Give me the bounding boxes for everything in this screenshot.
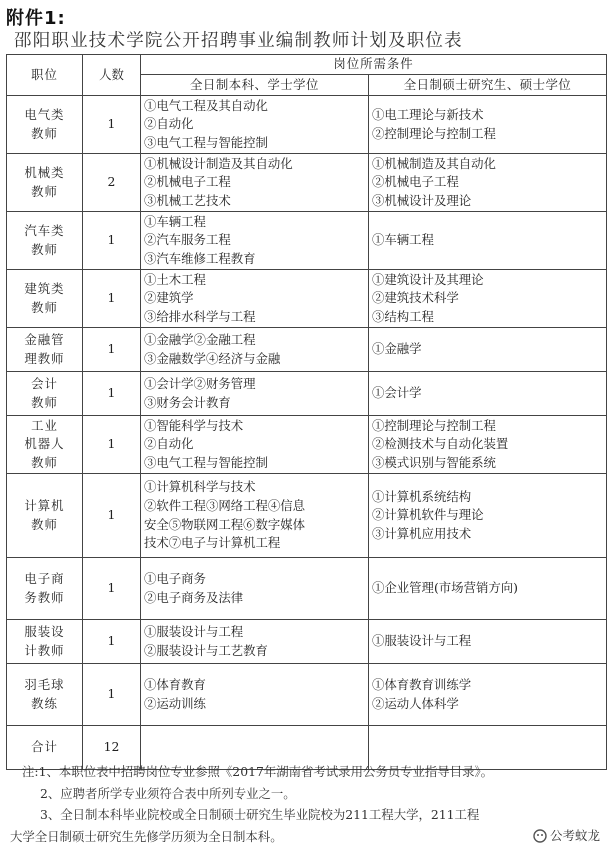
major-item: ③金融数学④经济与金融 <box>144 350 281 366</box>
master-majors-cell <box>369 328 607 372</box>
bachelor-majors-cell <box>141 212 369 270</box>
bachelor-majors-cell <box>141 474 369 558</box>
position-cell <box>7 474 83 558</box>
major-item: ③模式识别与智能系统 <box>372 454 496 470</box>
major-item: ②电子商务及法律 <box>144 589 244 605</box>
note-1: 注:1、本职位表中招聘岗位专业参照《2017年湖南省考试录用公务员专业指导目录》。 <box>22 764 494 779</box>
count-cell: 1 <box>83 96 141 154</box>
major-item: ②机械电子工程 <box>144 174 231 190</box>
major-item: ②运动训练 <box>144 695 206 711</box>
position-line: 理教师 <box>24 350 65 366</box>
major-item: ③财务会计教育 <box>144 394 231 410</box>
major-item: ①计算机系统结构 <box>372 488 472 504</box>
major-item: ①电工理论与新技术 <box>372 106 484 122</box>
major-item: ③结构工程 <box>372 308 434 324</box>
bachelor-majors-cell <box>141 620 369 664</box>
position-cell <box>7 664 83 726</box>
header-bachelor: 全日制本科、学士学位 <box>141 75 369 96</box>
major-item: ①智能科学与技术 <box>144 417 244 433</box>
bachelor-majors-cell <box>141 328 369 372</box>
table-row <box>7 372 607 416</box>
master-majors-cell <box>369 270 607 328</box>
bachelor-majors-cell <box>141 270 369 328</box>
header-count: 人数 <box>83 55 141 96</box>
position-line: 教师 <box>31 454 58 470</box>
position-line: 服装设 <box>24 623 65 639</box>
header-master: 全日制硕士研究生、硕士学位 <box>369 75 607 96</box>
count-cell: 1 <box>83 212 141 270</box>
note-2: 2、应聘者所学专业须符合表中所列专业之一。 <box>40 785 296 801</box>
position-line: 工业 <box>31 417 58 433</box>
position-line: 机器人 <box>24 436 65 452</box>
position-line: 建筑类 <box>24 280 65 296</box>
bachelor-majors-cell <box>141 558 369 620</box>
table-row <box>7 664 607 726</box>
count-cell: 1 <box>83 372 141 416</box>
major-item: ③计算机应用技术 <box>372 525 472 541</box>
position-line: 教练 <box>31 695 58 711</box>
note-3-cont: 大学全日制硕士研究生先修学历须为全日制本科。 <box>10 828 283 844</box>
position-cell <box>7 558 83 620</box>
master-majors-cell <box>369 664 607 726</box>
major-item: ①企业管理(市场营销方向) <box>372 580 518 596</box>
position-cell <box>7 212 83 270</box>
major-item: ①体育教育 <box>144 676 206 692</box>
table-row <box>7 558 607 620</box>
master-majors-cell <box>369 154 607 212</box>
position-line: 务教师 <box>24 589 65 605</box>
major-item: ②汽车服务工程 <box>144 232 231 248</box>
major-item: ①车辆工程 <box>372 232 434 248</box>
major-item: 技术⑦电子与计算机工程 <box>144 535 281 551</box>
count-cell: 1 <box>83 558 141 620</box>
position-line: 计算机 <box>24 497 65 513</box>
bachelor-majors-cell <box>141 416 369 474</box>
watermark-text: 公考蚊龙 <box>549 828 600 843</box>
position-cell <box>7 96 83 154</box>
table-row <box>7 474 607 558</box>
count-cell: 1 <box>83 664 141 726</box>
position-cell <box>7 416 83 474</box>
bachelor-majors-cell <box>141 664 369 726</box>
major-item: ①会计学②财务管理 <box>144 375 256 391</box>
header-requirements: 岗位所需条件 <box>141 55 607 75</box>
major-item: ②服装设计与工艺教育 <box>144 642 268 658</box>
major-item: ③电气工程与智能控制 <box>144 454 268 470</box>
major-item: ①体育教育训练学 <box>372 676 472 692</box>
table-row <box>7 154 607 212</box>
major-item: ②自动化 <box>144 436 194 452</box>
count-cell: 1 <box>83 416 141 474</box>
major-item: ①机械制造及其自动化 <box>372 155 496 171</box>
major-item: ①服装设计与工程 <box>372 633 472 649</box>
master-majors-cell <box>369 96 607 154</box>
table-row <box>7 328 607 372</box>
major-item: ②运动人体科学 <box>372 695 459 711</box>
attachment-label: 附件1: <box>6 8 66 29</box>
major-item: ①电气工程及其自动化 <box>144 97 268 113</box>
header-position: 职位 <box>7 55 83 96</box>
count-cell: 1 <box>83 620 141 664</box>
count-cell: 1 <box>83 474 141 558</box>
position-cell <box>7 154 83 212</box>
bachelor-majors-cell <box>141 372 369 416</box>
major-item: ②软件工程③网络工程④信息 <box>144 497 306 513</box>
major-item: ③汽车维修工程教育 <box>144 250 256 266</box>
major-item: ①控制理论与控制工程 <box>372 417 496 433</box>
master-majors-cell <box>369 620 607 664</box>
master-majors-cell <box>369 212 607 270</box>
position-line: 教师 <box>31 183 58 199</box>
major-item: ③机械工艺技术 <box>144 192 231 208</box>
major-item: ①会计学 <box>372 385 422 401</box>
major-item: ②自动化 <box>144 116 194 132</box>
position-cell <box>7 328 83 372</box>
watermark <box>531 826 602 846</box>
major-item: ②机械电子工程 <box>372 174 459 190</box>
total-count: 12 <box>83 726 141 770</box>
position-line: 教师 <box>31 241 58 257</box>
position-line: 教师 <box>31 516 58 532</box>
major-item: 安全⑤物联网工程⑥数字媒体 <box>144 516 306 532</box>
major-item: ②检测技术与自动化装置 <box>372 436 509 452</box>
major-item: ③电气工程与智能控制 <box>144 134 268 150</box>
major-item: ①机械设计制造及其自动化 <box>144 155 293 171</box>
master-majors-cell <box>369 372 607 416</box>
position-line: 机械类 <box>24 164 65 180</box>
position-line: 金融管 <box>24 331 65 347</box>
position-line: 电气类 <box>24 106 65 122</box>
total-label: 合计 <box>7 726 83 770</box>
master-majors-cell <box>369 558 607 620</box>
major-item: ①金融学②金融工程 <box>144 331 256 347</box>
table-row <box>7 270 607 328</box>
count-cell: 2 <box>83 154 141 212</box>
major-item: ①土木工程 <box>144 271 206 287</box>
major-item: ②控制理论与控制工程 <box>372 125 496 141</box>
major-item: ②计算机软件与理论 <box>372 507 484 523</box>
bachelor-majors-cell <box>141 96 369 154</box>
position-cell <box>7 372 83 416</box>
major-item: ①金融学 <box>372 341 422 357</box>
position-cell <box>7 620 83 664</box>
major-item: ②建筑学 <box>144 290 194 306</box>
recruitment-table <box>6 54 607 770</box>
table-row <box>7 96 607 154</box>
position-line: 计教师 <box>24 642 65 658</box>
position-line: 汽车类 <box>24 222 65 238</box>
table-row <box>7 212 607 270</box>
position-line: 教师 <box>31 394 58 410</box>
position-line: 电子商 <box>24 570 65 586</box>
position-line: 羽毛球 <box>24 676 65 692</box>
notes-section <box>10 761 602 847</box>
bachelor-majors-cell <box>141 154 369 212</box>
position-line: 教师 <box>31 125 58 141</box>
position-line: 教师 <box>31 299 58 315</box>
note-3: 3、全日制本科毕业院校或全日制硕士研究生毕业院校为211工程大学，211工程 <box>40 807 480 822</box>
wechat-icon <box>533 829 547 846</box>
table-row <box>7 620 607 664</box>
count-cell: 1 <box>83 270 141 328</box>
major-item: ③给排水科学与工程 <box>144 308 256 324</box>
major-item: ③机械设计及理论 <box>372 192 472 208</box>
position-line: 会计 <box>31 375 58 391</box>
major-item: ①车辆工程 <box>144 213 206 229</box>
count-cell: 1 <box>83 328 141 372</box>
master-majors-cell <box>369 416 607 474</box>
table-header-row <box>7 55 607 75</box>
table-row <box>7 416 607 474</box>
major-item: ①计算机科学与技术 <box>144 479 256 495</box>
position-cell <box>7 270 83 328</box>
major-item: ①电子商务 <box>144 570 206 586</box>
page-title: 邵阳职业技术学院公开招聘事业编制教师计划及职位表 <box>14 31 463 51</box>
major-item: ①建筑设计及其理论 <box>372 271 484 287</box>
major-item: ②建筑技术科学 <box>372 290 459 306</box>
major-item: ①服装设计与工程 <box>144 623 244 639</box>
master-majors-cell <box>369 474 607 558</box>
